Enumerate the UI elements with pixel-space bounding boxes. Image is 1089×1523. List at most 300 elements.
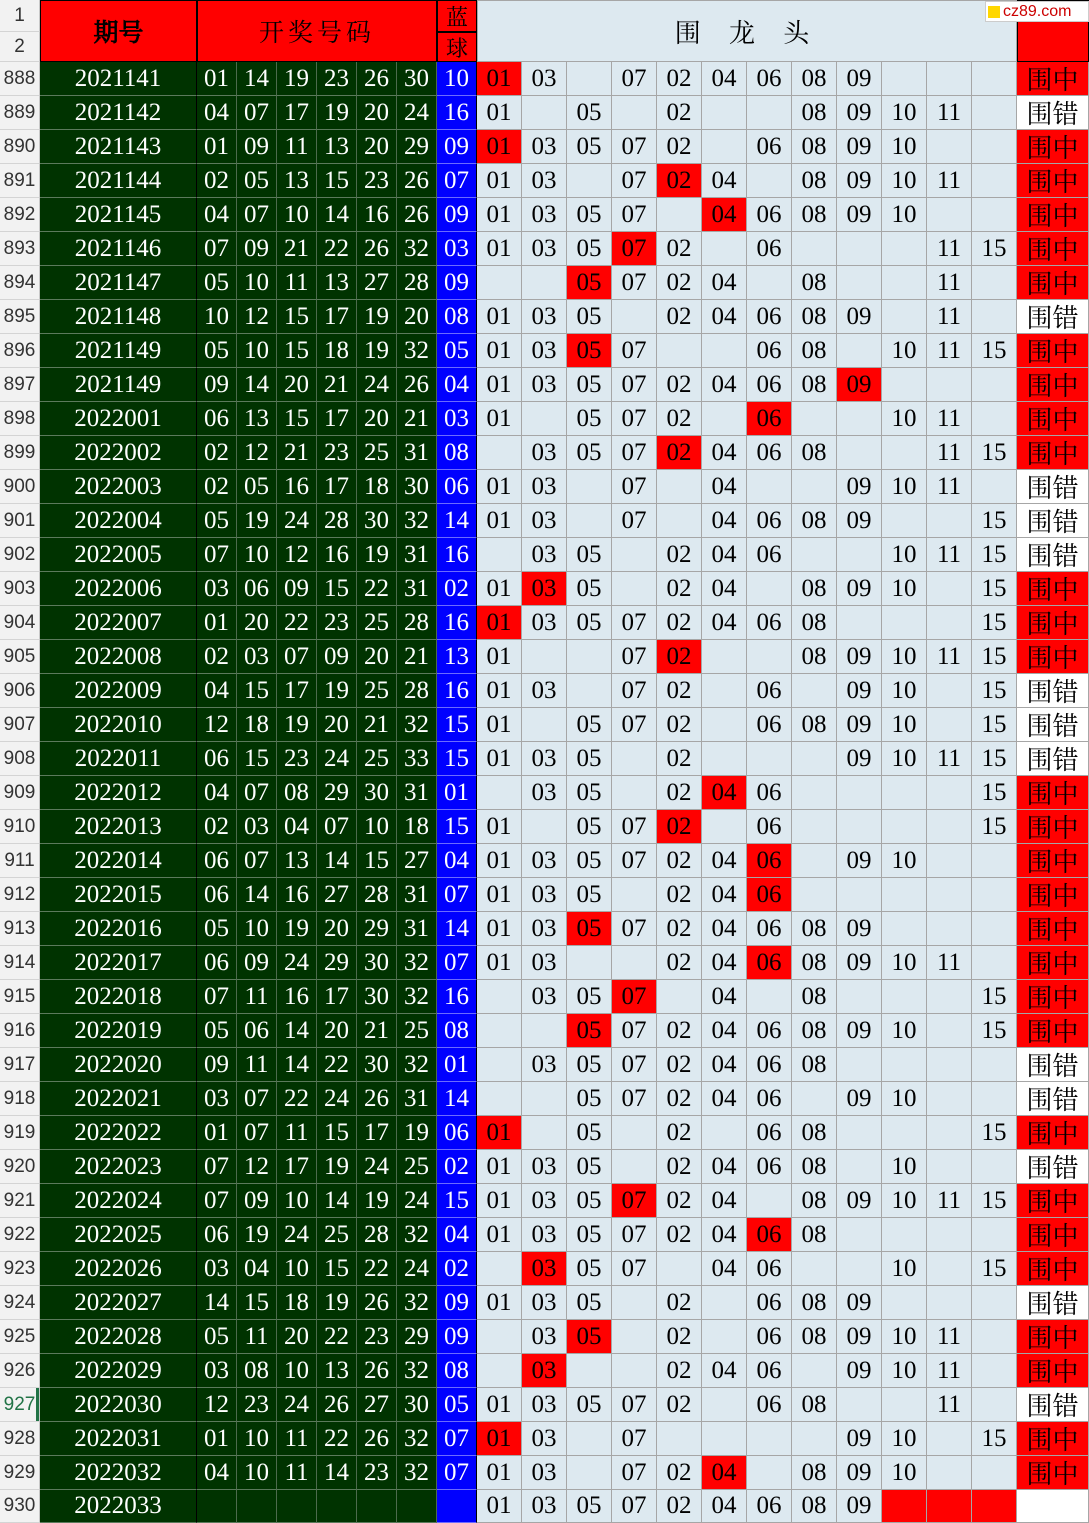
issue-cell[interactable]: 2022022 xyxy=(40,1116,197,1150)
row-header[interactable]: 893 xyxy=(0,232,40,266)
red-ball-cell[interactable]: 33 xyxy=(397,742,437,776)
red-ball-cell[interactable]: 26 xyxy=(357,1286,397,1320)
group-number-cell[interactable] xyxy=(972,912,1017,946)
group-number-cell[interactable]: 07 xyxy=(612,334,657,368)
group-number-cell[interactable]: 02 xyxy=(657,402,702,436)
red-ball-cell[interactable]: 10 xyxy=(277,1184,317,1218)
red-ball-cell[interactable]: 15 xyxy=(317,1116,357,1150)
group-number-cell[interactable]: 15 xyxy=(972,606,1017,640)
group-number-cell[interactable] xyxy=(972,1218,1017,1252)
row-header[interactable]: 895 xyxy=(0,300,40,334)
group-number-cell[interactable]: 04 xyxy=(702,878,747,912)
group-number-cell[interactable] xyxy=(657,334,702,368)
red-ball-cell[interactable]: 21 xyxy=(397,402,437,436)
red-ball-cell[interactable]: 15 xyxy=(277,300,317,334)
red-ball-cell[interactable]: 01 xyxy=(197,1116,237,1150)
group-number-cell[interactable]: 03 xyxy=(522,130,567,164)
result-cell[interactable]: 围中 xyxy=(1017,232,1089,266)
group-number-cell[interactable]: 02 xyxy=(657,1014,702,1048)
group-number-cell[interactable] xyxy=(882,776,927,810)
group-number-cell[interactable]: 01 xyxy=(477,1150,522,1184)
red-ball-cell[interactable]: 20 xyxy=(357,402,397,436)
group-number-cell[interactable]: 03 xyxy=(522,436,567,470)
group-number-cell[interactable] xyxy=(792,742,837,776)
group-number-cell[interactable]: 05 xyxy=(567,1184,612,1218)
group-number-cell[interactable]: 04 xyxy=(702,538,747,572)
result-cell[interactable]: 围中 xyxy=(1017,164,1089,198)
red-ball-cell[interactable]: 32 xyxy=(397,504,437,538)
result-cell[interactable]: 围中 xyxy=(1017,130,1089,164)
red-ball-cell[interactable]: 02 xyxy=(197,470,237,504)
group-number-cell[interactable]: 04 xyxy=(702,1490,747,1523)
group-number-cell[interactable]: 10 xyxy=(882,1252,927,1286)
group-number-cell[interactable] xyxy=(882,62,927,96)
red-ball-cell[interactable]: 16 xyxy=(277,980,317,1014)
group-number-cell[interactable]: 01 xyxy=(477,1218,522,1252)
group-number-cell[interactable] xyxy=(882,1286,927,1320)
result-cell[interactable]: 围中 xyxy=(1017,1184,1089,1218)
red-ball-cell[interactable]: 10 xyxy=(197,300,237,334)
result-cell[interactable]: 围中 xyxy=(1017,436,1089,470)
red-ball-cell[interactable]: 17 xyxy=(317,470,357,504)
red-ball-cell[interactable]: 32 xyxy=(397,946,437,980)
group-number-cell[interactable]: 05 xyxy=(567,810,612,844)
red-ball-cell[interactable]: 32 xyxy=(397,1286,437,1320)
group-number-cell[interactable]: 03 xyxy=(522,742,567,776)
group-number-cell[interactable] xyxy=(747,980,792,1014)
group-number-cell[interactable]: 07 xyxy=(612,1082,657,1116)
group-number-cell[interactable] xyxy=(837,1218,882,1252)
result-cell[interactable]: 围中 xyxy=(1017,1320,1089,1354)
group-number-cell[interactable]: 04 xyxy=(702,1150,747,1184)
red-ball-cell[interactable]: 09 xyxy=(237,130,277,164)
red-ball-cell[interactable]: 26 xyxy=(357,62,397,96)
group-number-cell[interactable] xyxy=(972,198,1017,232)
group-number-cell[interactable]: 07 xyxy=(612,62,657,96)
issue-cell[interactable]: 2021142 xyxy=(40,96,197,130)
red-ball-cell[interactable]: 18 xyxy=(357,470,397,504)
group-number-cell[interactable]: 04 xyxy=(702,436,747,470)
row-header[interactable]: 930 xyxy=(0,1490,40,1523)
group-number-cell[interactable]: 01 xyxy=(477,130,522,164)
group-number-cell[interactable] xyxy=(477,776,522,810)
red-ball-cell[interactable]: 06 xyxy=(237,572,277,606)
red-ball-cell[interactable]: 11 xyxy=(277,1456,317,1490)
red-ball-cell[interactable]: 11 xyxy=(277,1116,317,1150)
group-number-cell[interactable]: 09 xyxy=(837,1320,882,1354)
group-number-cell[interactable]: 02 xyxy=(657,164,702,198)
group-number-cell[interactable]: 07 xyxy=(612,1422,657,1456)
red-ball-cell[interactable]: 07 xyxy=(197,1150,237,1184)
group-number-cell[interactable]: 11 xyxy=(927,96,972,130)
group-number-cell[interactable]: 03 xyxy=(522,334,567,368)
group-number-cell[interactable] xyxy=(927,980,972,1014)
red-ball-cell[interactable]: 22 xyxy=(317,1422,357,1456)
group-number-cell[interactable]: 10 xyxy=(882,198,927,232)
group-number-cell[interactable]: 01 xyxy=(477,1184,522,1218)
row-header[interactable]: 911 xyxy=(0,844,40,878)
red-ball-cell[interactable]: 17 xyxy=(317,980,357,1014)
red-ball-cell[interactable]: 24 xyxy=(397,1184,437,1218)
red-ball-cell[interactable]: 29 xyxy=(397,1320,437,1354)
group-number-cell[interactable]: 07 xyxy=(612,266,657,300)
red-ball-cell[interactable] xyxy=(357,1490,397,1523)
row-header[interactable]: 899 xyxy=(0,436,40,470)
red-ball-cell[interactable]: 07 xyxy=(197,980,237,1014)
red-ball-cell[interactable]: 25 xyxy=(397,1150,437,1184)
issue-cell[interactable]: 2022018 xyxy=(40,980,197,1014)
group-number-cell[interactable] xyxy=(747,266,792,300)
group-number-cell[interactable] xyxy=(927,708,972,742)
group-number-cell[interactable]: 04 xyxy=(702,1354,747,1388)
issue-cell[interactable]: 2022020 xyxy=(40,1048,197,1082)
group-number-cell[interactable]: 03 xyxy=(522,980,567,1014)
group-number-cell[interactable]: 02 xyxy=(657,266,702,300)
group-number-cell[interactable]: 02 xyxy=(657,1218,702,1252)
blue-ball-cell[interactable]: 07 xyxy=(437,164,477,198)
row-header[interactable]: 921 xyxy=(0,1184,40,1218)
red-ball-cell[interactable]: 15 xyxy=(317,572,357,606)
group-number-cell[interactable]: 02 xyxy=(657,1456,702,1490)
group-number-cell[interactable]: 06 xyxy=(747,1354,792,1388)
group-number-cell[interactable] xyxy=(612,742,657,776)
group-number-cell[interactable] xyxy=(522,640,567,674)
group-number-cell[interactable] xyxy=(522,402,567,436)
blue-ball-cell[interactable]: 14 xyxy=(437,504,477,538)
group-number-cell[interactable]: 05 xyxy=(567,912,612,946)
group-number-cell[interactable]: 10 xyxy=(882,1150,927,1184)
group-number-cell[interactable]: 11 xyxy=(927,436,972,470)
group-number-cell[interactable] xyxy=(882,266,927,300)
group-number-cell[interactable]: 11 xyxy=(927,266,972,300)
red-ball-cell[interactable]: 13 xyxy=(317,266,357,300)
group-number-cell[interactable]: 08 xyxy=(792,368,837,402)
group-number-cell[interactable] xyxy=(792,232,837,266)
group-number-cell[interactable]: 03 xyxy=(522,572,567,606)
group-number-cell[interactable] xyxy=(882,1116,927,1150)
blue-ball-cell[interactable]: 09 xyxy=(437,130,477,164)
group-number-cell[interactable]: 06 xyxy=(747,1252,792,1286)
red-ball-cell[interactable]: 28 xyxy=(357,878,397,912)
group-number-cell[interactable]: 10 xyxy=(882,1014,927,1048)
group-number-cell[interactable]: 01 xyxy=(477,300,522,334)
group-number-cell[interactable] xyxy=(702,640,747,674)
group-number-cell[interactable]: 06 xyxy=(747,708,792,742)
issue-cell[interactable]: 2022009 xyxy=(40,674,197,708)
group-number-cell[interactable] xyxy=(612,776,657,810)
blue-ball-cell[interactable]: 15 xyxy=(437,708,477,742)
result-cell[interactable]: 围中 xyxy=(1017,368,1089,402)
group-number-cell[interactable]: 02 xyxy=(657,232,702,266)
issue-cell[interactable]: 2022021 xyxy=(40,1082,197,1116)
group-number-cell[interactable] xyxy=(837,1150,882,1184)
red-ball-cell[interactable]: 31 xyxy=(397,776,437,810)
red-ball-cell[interactable]: 24 xyxy=(397,96,437,130)
group-number-cell[interactable]: 04 xyxy=(702,1252,747,1286)
group-number-cell[interactable]: 03 xyxy=(522,1286,567,1320)
group-number-cell[interactable]: 05 xyxy=(567,1320,612,1354)
result-cell[interactable]: 围错 xyxy=(1017,470,1089,504)
blue-ball-cell[interactable]: 03 xyxy=(437,402,477,436)
red-ball-cell[interactable]: 24 xyxy=(357,1150,397,1184)
group-number-cell[interactable] xyxy=(927,1490,972,1523)
red-ball-cell[interactable]: 32 xyxy=(397,334,437,368)
result-cell[interactable]: 围错 xyxy=(1017,538,1089,572)
red-ball-cell[interactable]: 27 xyxy=(397,844,437,878)
group-number-cell[interactable] xyxy=(702,1286,747,1320)
red-ball-cell[interactable]: 04 xyxy=(197,96,237,130)
red-ball-cell[interactable]: 22 xyxy=(277,1082,317,1116)
group-number-cell[interactable] xyxy=(567,674,612,708)
red-ball-cell[interactable]: 10 xyxy=(237,266,277,300)
group-number-cell[interactable] xyxy=(747,1184,792,1218)
issue-cell[interactable]: 2022016 xyxy=(40,912,197,946)
row-header[interactable]: 915 xyxy=(0,980,40,1014)
red-ball-cell[interactable]: 14 xyxy=(277,1014,317,1048)
red-ball-cell[interactable]: 10 xyxy=(277,1354,317,1388)
group-number-cell[interactable]: 04 xyxy=(702,606,747,640)
red-ball-cell[interactable]: 24 xyxy=(277,1388,317,1422)
result-cell[interactable]: 围中 xyxy=(1017,1014,1089,1048)
group-number-cell[interactable]: 15 xyxy=(972,436,1017,470)
red-ball-cell[interactable]: 03 xyxy=(237,640,277,674)
red-ball-cell[interactable]: 26 xyxy=(357,1082,397,1116)
group-number-cell[interactable]: 05 xyxy=(567,96,612,130)
group-number-cell[interactable] xyxy=(972,402,1017,436)
group-number-cell[interactable]: 10 xyxy=(882,1082,927,1116)
red-ball-cell[interactable]: 06 xyxy=(197,844,237,878)
group-number-cell[interactable] xyxy=(792,776,837,810)
group-number-cell[interactable]: 10 xyxy=(882,1422,927,1456)
result-cell[interactable]: 围中 xyxy=(1017,1422,1089,1456)
group-number-cell[interactable] xyxy=(837,810,882,844)
group-number-cell[interactable]: 02 xyxy=(657,606,702,640)
group-number-cell[interactable]: 15 xyxy=(972,334,1017,368)
group-number-cell[interactable]: 11 xyxy=(927,334,972,368)
row-header[interactable]: 913 xyxy=(0,912,40,946)
red-ball-cell[interactable]: 06 xyxy=(197,402,237,436)
result-cell[interactable] xyxy=(1017,1490,1089,1523)
red-ball-cell[interactable]: 03 xyxy=(197,1354,237,1388)
blue-ball-cell[interactable]: 01 xyxy=(437,776,477,810)
group-number-cell[interactable]: 04 xyxy=(702,368,747,402)
group-number-cell[interactable]: 10 xyxy=(882,640,927,674)
red-ball-cell[interactable]: 30 xyxy=(357,504,397,538)
issue-cell[interactable]: 2021148 xyxy=(40,300,197,334)
red-ball-cell[interactable]: 04 xyxy=(197,1456,237,1490)
red-ball-cell[interactable]: 17 xyxy=(277,96,317,130)
group-number-cell[interactable]: 02 xyxy=(657,1354,702,1388)
group-number-cell[interactable] xyxy=(837,776,882,810)
issue-cell[interactable]: 2022024 xyxy=(40,1184,197,1218)
group-number-cell[interactable]: 06 xyxy=(747,1014,792,1048)
group-number-cell[interactable]: 01 xyxy=(477,96,522,130)
group-number-cell[interactable]: 02 xyxy=(657,1116,702,1150)
issue-cell[interactable]: 2022007 xyxy=(40,606,197,640)
red-ball-cell[interactable]: 25 xyxy=(317,1218,357,1252)
row-header[interactable]: 910 xyxy=(0,810,40,844)
group-number-cell[interactable] xyxy=(972,368,1017,402)
blue-ball-cell[interactable]: 16 xyxy=(437,980,477,1014)
group-number-cell[interactable] xyxy=(747,96,792,130)
group-number-cell[interactable]: 03 xyxy=(522,1354,567,1388)
red-ball-cell[interactable]: 19 xyxy=(397,1116,437,1150)
group-number-cell[interactable]: 01 xyxy=(477,1116,522,1150)
row-header[interactable]: 927 xyxy=(0,1388,40,1422)
group-number-cell[interactable] xyxy=(972,878,1017,912)
result-cell[interactable]: 围错 xyxy=(1017,1150,1089,1184)
red-ball-cell[interactable]: 13 xyxy=(237,402,277,436)
group-number-cell[interactable]: 10 xyxy=(882,334,927,368)
group-number-cell[interactable] xyxy=(477,266,522,300)
row-header[interactable]: 891 xyxy=(0,164,40,198)
group-number-cell[interactable]: 07 xyxy=(612,708,657,742)
group-number-cell[interactable]: 08 xyxy=(792,130,837,164)
group-number-cell[interactable] xyxy=(567,946,612,980)
row-header[interactable]: 898 xyxy=(0,402,40,436)
group-number-cell[interactable] xyxy=(837,334,882,368)
row-header[interactable]: 909 xyxy=(0,776,40,810)
group-number-cell[interactable]: 08 xyxy=(792,334,837,368)
group-number-cell[interactable] xyxy=(927,844,972,878)
group-number-cell[interactable] xyxy=(747,1456,792,1490)
group-number-cell[interactable] xyxy=(837,538,882,572)
group-number-cell[interactable]: 09 xyxy=(837,640,882,674)
group-number-cell[interactable]: 05 xyxy=(567,232,612,266)
group-number-cell[interactable] xyxy=(972,844,1017,878)
issue-cell[interactable]: 2022026 xyxy=(40,1252,197,1286)
red-ball-cell[interactable]: 05 xyxy=(197,334,237,368)
group-number-cell[interactable] xyxy=(567,640,612,674)
group-number-cell[interactable]: 03 xyxy=(522,538,567,572)
group-number-cell[interactable]: 15 xyxy=(972,810,1017,844)
red-ball-cell[interactable]: 19 xyxy=(317,674,357,708)
red-ball-cell[interactable]: 15 xyxy=(237,1286,277,1320)
group-number-cell[interactable]: 11 xyxy=(927,232,972,266)
group-number-cell[interactable]: 07 xyxy=(612,402,657,436)
row-header[interactable]: 890 xyxy=(0,130,40,164)
group-number-cell[interactable]: 01 xyxy=(477,470,522,504)
issue-cell[interactable]: 2021141 xyxy=(40,62,197,96)
group-number-cell[interactable]: 09 xyxy=(837,368,882,402)
group-number-cell[interactable] xyxy=(972,1320,1017,1354)
group-number-cell[interactable]: 15 xyxy=(972,232,1017,266)
group-number-cell[interactable]: 05 xyxy=(567,708,612,742)
row-header[interactable]: 907 xyxy=(0,708,40,742)
red-ball-cell[interactable]: 30 xyxy=(357,946,397,980)
red-ball-cell[interactable]: 23 xyxy=(357,1320,397,1354)
result-cell[interactable]: 围中 xyxy=(1017,1218,1089,1252)
group-number-cell[interactable]: 04 xyxy=(702,300,747,334)
row-header[interactable]: 903 xyxy=(0,572,40,606)
group-number-cell[interactable]: 07 xyxy=(612,470,657,504)
group-number-cell[interactable]: 04 xyxy=(702,1218,747,1252)
group-number-cell[interactable]: 07 xyxy=(612,606,657,640)
red-ball-cell[interactable]: 23 xyxy=(237,1388,277,1422)
group-number-cell[interactable] xyxy=(477,436,522,470)
group-number-cell[interactable]: 06 xyxy=(747,1490,792,1523)
group-number-cell[interactable] xyxy=(882,810,927,844)
issue-cell[interactable]: 2022028 xyxy=(40,1320,197,1354)
group-number-cell[interactable]: 06 xyxy=(747,62,792,96)
row-header[interactable]: 922 xyxy=(0,1218,40,1252)
group-number-cell[interactable]: 03 xyxy=(522,198,567,232)
group-number-cell[interactable] xyxy=(927,130,972,164)
group-number-cell[interactable]: 06 xyxy=(747,946,792,980)
group-number-cell[interactable] xyxy=(702,232,747,266)
group-number-cell[interactable]: 07 xyxy=(612,844,657,878)
red-ball-cell[interactable]: 10 xyxy=(277,1252,317,1286)
group-number-cell[interactable] xyxy=(927,878,972,912)
result-cell[interactable]: 围中 xyxy=(1017,946,1089,980)
group-number-cell[interactable] xyxy=(657,1252,702,1286)
row-header[interactable]: 912 xyxy=(0,878,40,912)
red-ball-cell[interactable]: 09 xyxy=(317,640,357,674)
group-number-cell[interactable] xyxy=(612,1116,657,1150)
result-cell[interactable]: 围中 xyxy=(1017,266,1089,300)
group-number-cell[interactable]: 05 xyxy=(567,130,612,164)
issue-header[interactable]: 期号 xyxy=(40,0,197,62)
group-number-cell[interactable]: 06 xyxy=(747,912,792,946)
issue-cell[interactable]: 2021146 xyxy=(40,232,197,266)
red-ball-cell[interactable]: 10 xyxy=(237,1422,277,1456)
red-ball-cell[interactable]: 17 xyxy=(277,674,317,708)
blue-ball-cell[interactable]: 02 xyxy=(437,572,477,606)
group-number-cell[interactable] xyxy=(612,300,657,334)
group-number-cell[interactable]: 07 xyxy=(612,504,657,538)
group-number-cell[interactable]: 08 xyxy=(792,300,837,334)
group-number-cell[interactable]: 01 xyxy=(477,572,522,606)
result-cell[interactable]: 围中 xyxy=(1017,912,1089,946)
red-ball-cell[interactable]: 16 xyxy=(317,538,357,572)
group-number-cell[interactable]: 07 xyxy=(612,1014,657,1048)
group-number-cell[interactable] xyxy=(747,640,792,674)
group-number-cell[interactable]: 09 xyxy=(837,844,882,878)
group-number-cell[interactable] xyxy=(882,1218,927,1252)
group-number-cell[interactable]: 06 xyxy=(747,674,792,708)
group-number-cell[interactable] xyxy=(657,980,702,1014)
red-ball-cell[interactable]: 20 xyxy=(317,708,357,742)
group-number-cell[interactable] xyxy=(567,504,612,538)
group-number-cell[interactable]: 01 xyxy=(477,368,522,402)
group-number-cell[interactable]: 01 xyxy=(477,708,522,742)
red-ball-cell[interactable]: 04 xyxy=(197,776,237,810)
blue-ball-cell[interactable]: 09 xyxy=(437,1286,477,1320)
issue-cell[interactable]: 2022027 xyxy=(40,1286,197,1320)
group-number-cell[interactable]: 10 xyxy=(882,1184,927,1218)
group-number-cell[interactable] xyxy=(882,878,927,912)
group-number-cell[interactable]: 02 xyxy=(657,742,702,776)
red-ball-cell[interactable]: 06 xyxy=(197,946,237,980)
group-number-cell[interactable]: 04 xyxy=(702,776,747,810)
red-ball-cell[interactable]: 18 xyxy=(237,708,277,742)
issue-cell[interactable]: 2022017 xyxy=(40,946,197,980)
group-number-cell[interactable]: 05 xyxy=(567,334,612,368)
group-number-cell[interactable]: 05 xyxy=(567,1116,612,1150)
red-ball-cell[interactable]: 28 xyxy=(317,504,357,538)
group-number-cell[interactable]: 09 xyxy=(837,708,882,742)
row-header[interactable]: 900 xyxy=(0,470,40,504)
group-number-cell[interactable]: 11 xyxy=(927,640,972,674)
group-number-cell[interactable]: 03 xyxy=(522,1422,567,1456)
group-number-cell[interactable]: 01 xyxy=(477,402,522,436)
group-number-cell[interactable]: 08 xyxy=(792,980,837,1014)
red-ball-cell[interactable]: 19 xyxy=(277,708,317,742)
blue-ball-cell[interactable]: 13 xyxy=(437,640,477,674)
group-number-cell[interactable] xyxy=(837,436,882,470)
red-ball-cell[interactable]: 20 xyxy=(277,368,317,402)
red-ball-cell[interactable]: 26 xyxy=(397,368,437,402)
